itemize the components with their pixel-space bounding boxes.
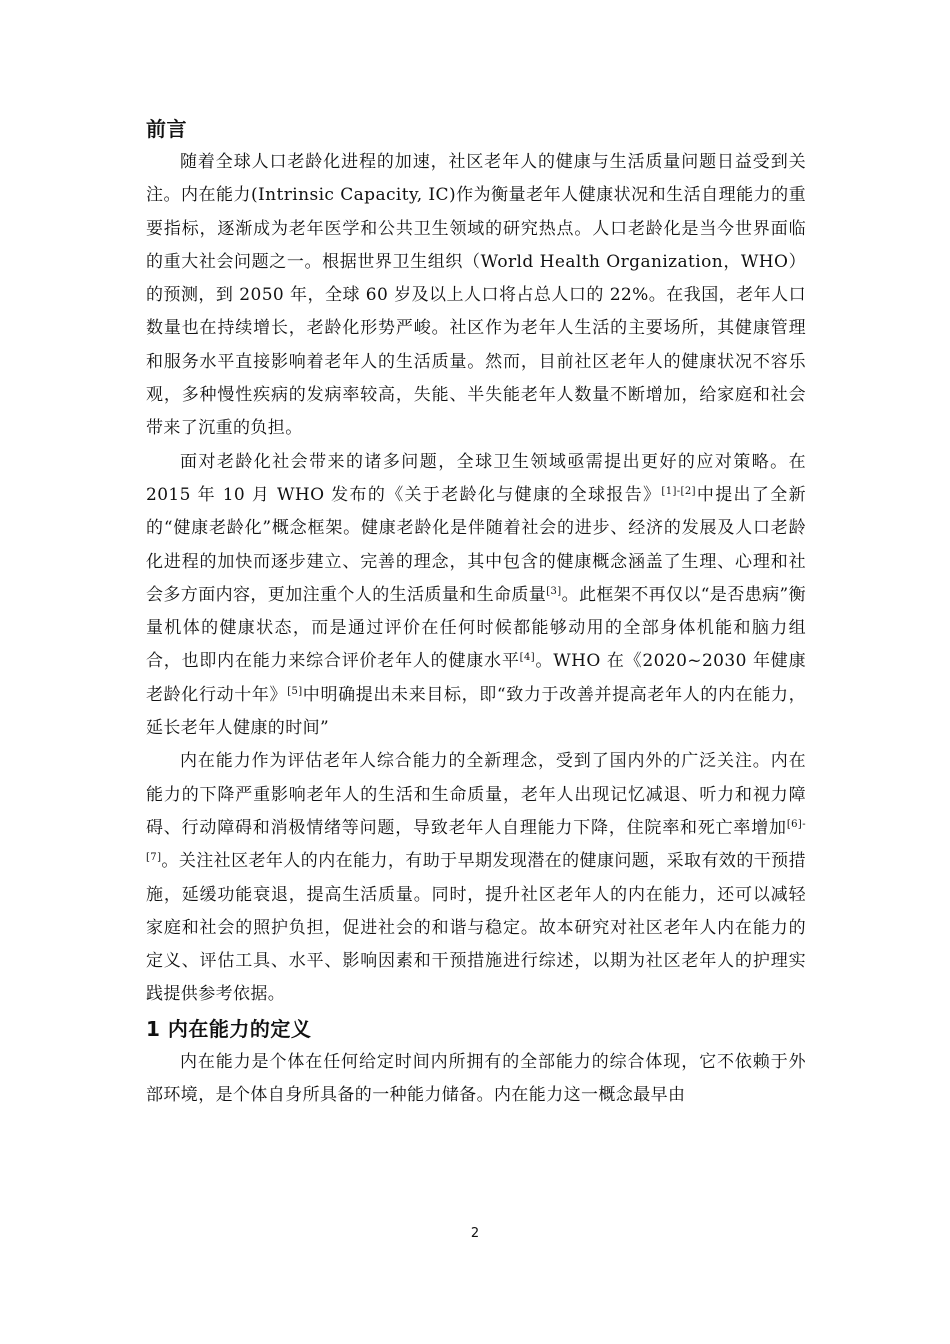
paragraph-1: 随着全球人口老龄化进程的加速，社区老年人的健康与生活质量问题日益受到关注。内在能力(Intrinsic Capacity, IC)作为衡量老年人健康状况和生活自理能力的重要指标，逐渐成为老年医学和公共卫生领域的研究热点。人口老龄化是当今世界面临的重大社会问题之一。根据世界卫生组织（World Health Organization，WHO）的预测，到 2050 年，全球 60 岁及以上人口将占总人口的 22%。在我国，老年人口数量也在持续增长，老龄化形势严峻。社区作为老年人生活的主要场所，其健康管理和服务水平直接影响着老年人的生活质量。然而，目前社区老年人的健康状况不容乐观，多种慢性疾病的发病率较高，失能、半失能老年人数量不断增加，给家庭和社会带来了沉重的负担。: [146, 152, 806, 439]
heading-preface: 前言: [146, 117, 187, 141]
citation-1-2: [1]-[2]: [661, 485, 696, 497]
paragraph-2-text-a: 面对老龄化社会带来的诸多问题，全球卫生领域亟需提出更好的应对策略。在 2015 年 10 月 WHO 发布的《关于老龄化与健康的全球报告》: [146, 451, 806, 505]
citation-4: [4]: [519, 652, 536, 664]
page-body: [146, 112, 806, 1112]
paragraph-3-text-b: 。关注社区老年人的内在能力，有助于早期发现潜在的健康问题，采取有效的干预措施，延缓功能衰退，提高生活质量。同时，提升社区老年人的内在能力，还可以减轻家庭和社会的照护负担，促进社会的和谐与稳定。故本研究对社区老年人内在能力的定义、评估工具、水平、影响因素和干预措施进行综述，以期为社区老年人的护理实践提供参考依据。: [146, 851, 806, 1005]
citation-3: [3]: [546, 585, 562, 597]
paragraph-2-text-c: 。此框架不再仅以“是否患病”衡量机体的健康状态，而是通过评价在任何时候都能够动用的全部身体机能和脑力组合，也即内在能力来综合评价老年人的健康水平: [146, 584, 806, 672]
paragraph-2-text-e: 中明确提出未来目标，即“致力于改善并提高老年人的内在能力，延长老年人健康的时间”: [146, 684, 807, 739]
heading-section-1: 1 内在能力的定义: [146, 1016, 312, 1041]
paragraph-3: [146, 745, 806, 1011]
citation-6-7: [6]-[7]: [146, 818, 806, 864]
paragraph-3-text-a: 内在能力作为评估老年人综合能力的全新理念，受到了国内外的广泛关注。内在能力的下降严重影响老年人的生活和生命质量，老年人出现记忆减退、听力和视力障碍、行动障碍和消极情绪等问题，导致老年人自理能力下降，住院率和死亡率增加: [146, 751, 806, 838]
citation-5: [5]: [287, 685, 303, 697]
paragraph-2: [146, 446, 806, 746]
paragraph-4: 内在能力是个体在任何给定时间内所拥有的全部能力的综合体现，它不依赖于外部环境，是个体自身所具备的一种能力储备。内在能力这一概念最早由: [146, 1051, 806, 1106]
paragraph-2-text-d: 。WHO 在《2020~2030 年健康老龄化行动十年》: [146, 651, 806, 705]
page-number: 2: [470, 1226, 480, 1241]
paragraph-2-text-b: 中提出了全新的“健康老龄化”概念框架。健康老龄化是伴随着社会的进步、经济的发展及人口老龄化进程的加快而逐步建立、完善的理念，其中包含的健康概念涵盖了生理、心理和社会多方面内容，更加注重个人的生活质量和生命质量: [146, 484, 806, 605]
